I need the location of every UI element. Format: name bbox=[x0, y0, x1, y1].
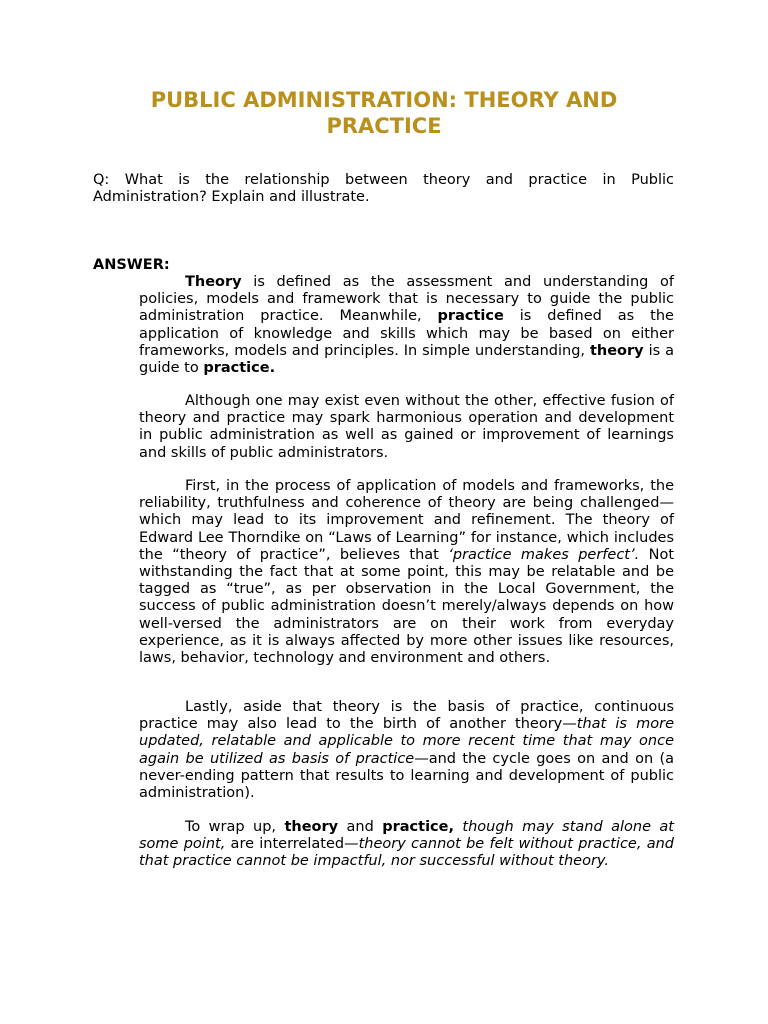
question-text: Q: What is the relationship between theory and practice in Public Administration? Explain and illustrate. bbox=[93, 172, 674, 206]
paragraph-text: Although one may exist even without the other, effective fusion of theory and practice may spark harmonious operation and development in public administration as well as gained or improvement of learnings and skills of public administrators. bbox=[139, 393, 674, 461]
answer-paragraph-5 bbox=[139, 819, 674, 871]
paragraph-text: —and the cycle goes on and on (a never-ending pattern that results to learning and development of public administration). bbox=[139, 750, 675, 802]
paragraph-text: is a guide to bbox=[139, 342, 675, 377]
answer-paragraph-4 bbox=[139, 699, 674, 802]
term-practice: practice, bbox=[382, 819, 454, 835]
term-theory: Theory bbox=[185, 274, 242, 290]
quote-emphasis: ‘practice makes perfect’. bbox=[448, 546, 640, 563]
paragraph-text: are interrelated— bbox=[225, 836, 359, 853]
italic-emphasis: though may stand alone at some point, bbox=[139, 819, 674, 853]
answer-paragraph-3 bbox=[139, 478, 674, 667]
paragraph-text: and bbox=[338, 819, 383, 835]
term-practice: practice bbox=[437, 308, 504, 325]
italic-conclusion: theory cannot be felt without practice, and that practice cannot be impactful, nor successful without theory. bbox=[139, 836, 674, 870]
term-theory: theory bbox=[284, 819, 339, 835]
term-practice: practice. bbox=[203, 360, 276, 377]
answer-paragraph-1 bbox=[139, 274, 674, 377]
paragraph-text: To wrap up, bbox=[185, 819, 285, 835]
italic-emphasis: that is more updated, relatable and applicable to more recent time that may once again be utilized as basis of practice bbox=[139, 716, 674, 767]
document-title: PUBLIC ADMINISTRATION: THEORY AND PRACTICE bbox=[150, 88, 618, 138]
paragraph-text: First, in the process of application of models and frameworks, the reliability, truthfulness and coherence of theory are being challenged—which may lead to its improvement and refinement. The theory of Edward Lee Thorndike on “Laws of Learning” for instance, which includes the “theory of practice”, believes that bbox=[139, 478, 674, 563]
paragraph-text: Not withstanding the fact that at some point, this may be relatable and be tagged as “true”, as per observation in the Local Government, the success of public administration doesn’t merely/always depends on how well-versed the administrators are on their work from everyday experience, as it is always affected by more other issues like resources, laws, behavior, technology and environment and others. bbox=[139, 546, 675, 667]
answer-paragraph-2 bbox=[139, 393, 674, 462]
term-theory: theory bbox=[589, 342, 644, 359]
paragraph-text: is defined as the assessment and understanding of policies, models and framework that is necessary to guide the public administration practice. Meanwhile, bbox=[139, 274, 674, 325]
paragraph-text: is defined as the application of knowledge and skills which may be based on either frameworks, models and principles. In simple understanding, bbox=[139, 308, 674, 359]
answer-label: ANSWER: bbox=[93, 257, 170, 273]
paragraph-text: Lastly, aside that theory is the basis of practice, continuous practice may also lead to the birth of another theory— bbox=[139, 699, 674, 733]
